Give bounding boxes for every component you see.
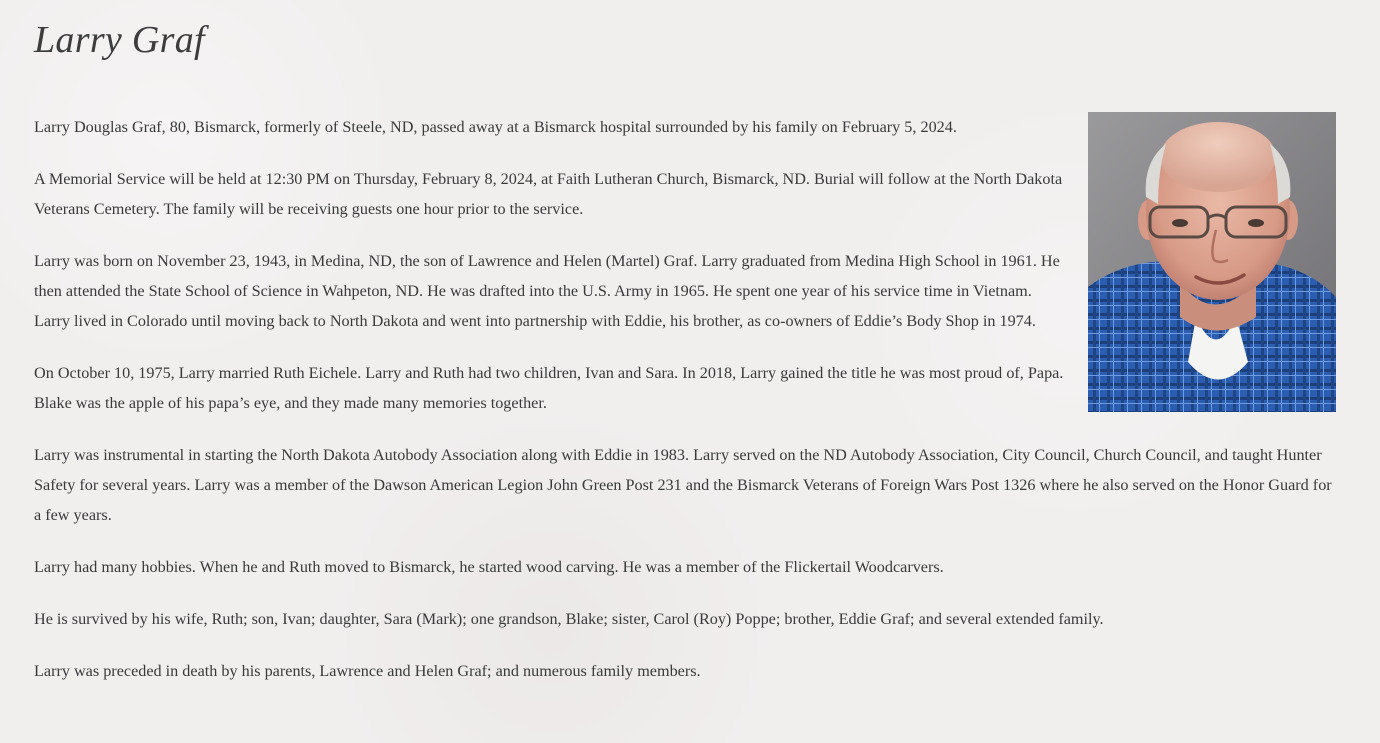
obituary-paragraph-intro: Larry Douglas Graf, 80, Bismarck, formerly of Steele, ND, passed away at a Bismarck hospital surrounded by his family on February 5, 2024. <box>34 118 957 136</box>
obituary-paragraph-service: A Memorial Service will be held at 12:30 PM on Thursday, February 8, 2024, at Faith Lutheran Church, Bismarck, ND. Burial will follow at the North Dakota Veterans Cemetery. The family will be receiving guests one hour prior to the service. <box>34 170 1063 218</box>
obituary-paragraph-survivors: He is survived by his wife, Ruth; son, Ivan; daughter, Sara (Mark); one grandson, Blake; sister, Carol (Roy) Poppe; brother, Eddie Graf; and several extended family. <box>34 610 1104 628</box>
portrait-photo <box>1088 112 1336 412</box>
obituary-paragraph-marriage: On October 10, 1975, Larry married Ruth Eichele. Larry and Ruth had two children, Ivan and Sara. In 2018, Larry gained the title he was most proud of, Papa. Blake was the apple of his papa’s eye, and they made many memories together. <box>34 364 1064 412</box>
obituary-paragraph-community: Larry was instrumental in starting the North Dakota Autobody Association along with Eddie in 1983. Larry served on the ND Autobody Association, City Council, Church Council, and taught Hunter Safety for several years. Larry was a member of the Dawson American Legion John Green Post 231 and the Bismarck Veterans of Foreign Wars Post 1326 where he also served on the Honor Guard for a few years. <box>34 446 1332 524</box>
obituary-paragraph-preceded: Larry was preceded in death by his parents, Lawrence and Helen Graf; and numerous family members. <box>34 662 701 680</box>
obituary-paragraph-early-life: Larry was born on November 23, 1943, in Medina, ND, the son of Lawrence and Helen (Martel) Graf. Larry graduated from Medina High School in 1961. He then attended the State School of Science in Wahpeton, ND. He was drafted into the U.S. Army in 1965. He spent one year of his service time in Vietnam. Larry lived in Colorado until moving back to North Dakota and went into partnership with Eddie, his brother, as co-owners of Eddie’s Body Shop in 1974. <box>34 252 1060 330</box>
obituary-title: Larry Graf <box>34 19 205 61</box>
obituary-paragraph-hobbies: Larry had many hobbies. When he and Ruth moved to Bismarck, he started wood carving. He was a member of the Flickertail Woodcarvers. <box>34 558 944 576</box>
obituary-body <box>34 112 1336 708</box>
